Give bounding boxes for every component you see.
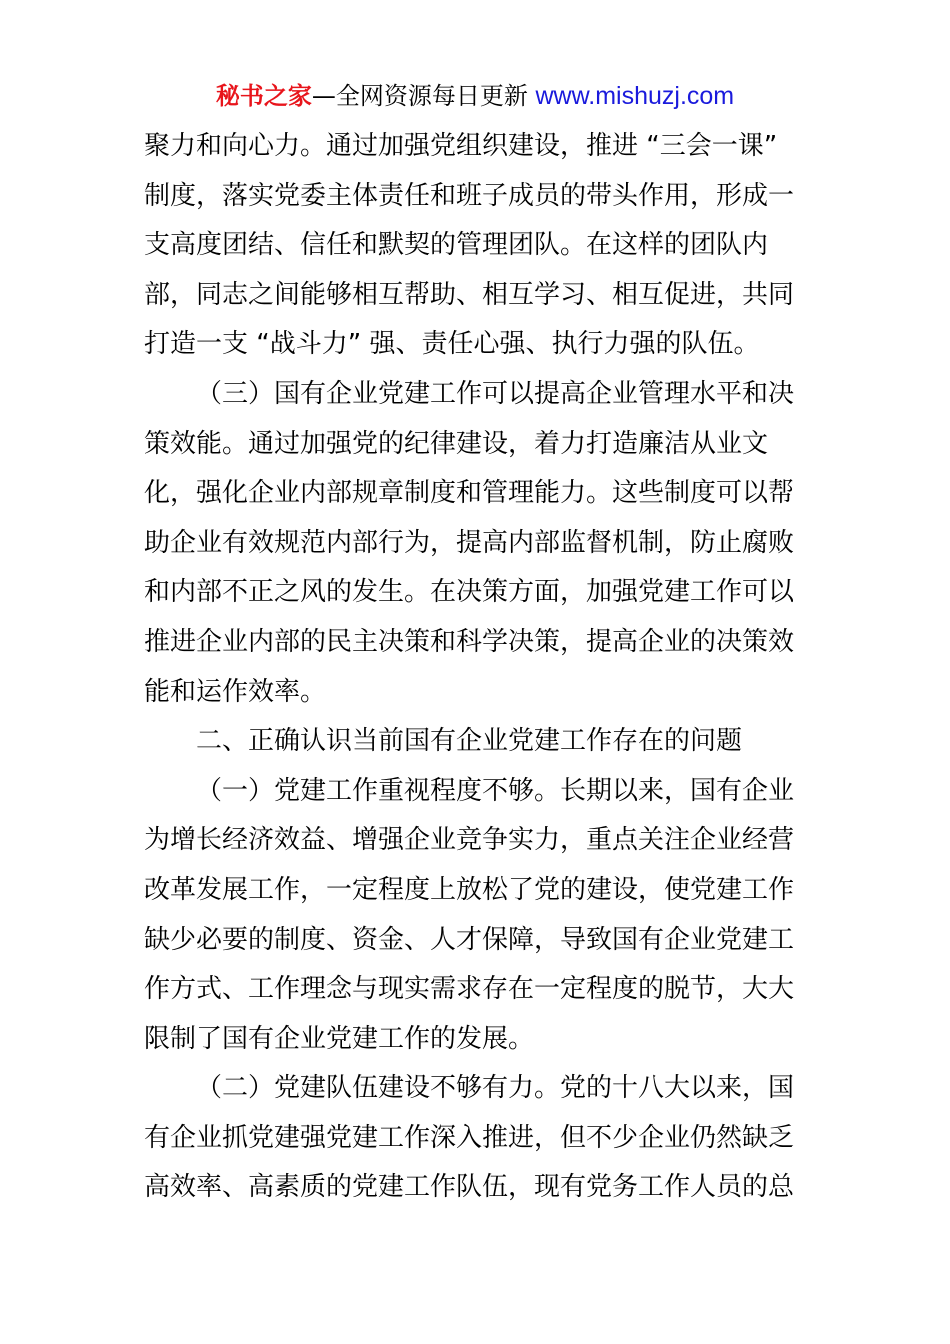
- text-line: 限制了国有企业党建工作的发展。: [144, 1023, 535, 1054]
- text-line: 作方式、工作理念与现实需求存在一定程度的脱节，大大: [144, 974, 795, 1005]
- text-line: 化，强化企业内部规章制度和管理能力。这些制度可以帮: [144, 478, 795, 509]
- paragraph-start-line: （二）党建队伍建设不够有力。党的十八大以来，国: [196, 1073, 795, 1104]
- text-line: 为增长经济效益、增强企业竞争实力，重点关注企业经营: [144, 825, 795, 856]
- section-heading: 二、正确认识当前国有企业党建工作存在的问题: [196, 726, 743, 757]
- text-line: 和内部不正之风的发生。在决策方面，加强党建工作可以: [144, 577, 795, 608]
- text-line: 制度，落实党委主体责任和班子成员的带头作用，形成一: [144, 180, 795, 211]
- site-tagline: —全网资源每日更新: [311, 82, 536, 110]
- text-line: 有企业抓党建强党建工作深入推进，但不少企业仍然缺乏: [144, 1122, 795, 1153]
- text-line: 推进企业内部的民主决策和科学决策，提高企业的决策效: [144, 626, 795, 657]
- text-line: 高效率、高素质的党建工作队伍，现有党务工作人员的总: [144, 1172, 795, 1203]
- paragraph-start-line: （三）国有企业党建工作可以提高企业管理水平和决: [196, 378, 795, 409]
- site-url-link[interactable]: www.mishuzj.com: [535, 82, 735, 110]
- site-header: [0, 80, 950, 112]
- text-line: 能和运作效率。: [144, 676, 327, 707]
- text-line: 缺少必要的制度、资金、人才保障，导致国有企业党建工: [144, 924, 795, 955]
- text-line: 支高度团结、信任和默契的管理团队。在这样的团队内: [144, 230, 769, 261]
- text-line: 助企业有效规范内部行为，提高内部监督机制，防止腐败: [144, 527, 795, 558]
- text-line: 策效能。通过加强党的纪律建设，着力打造廉洁从业文: [144, 428, 769, 459]
- text-line: 改革发展工作，一定程度上放松了党的建设，使党建工作: [144, 874, 795, 905]
- text-line: 聚力和向心力。通过加强党组织建设，推进 “三会一课”: [144, 131, 778, 161]
- document-body: [144, 122, 814, 1213]
- text-line: 部，同志之间能够相互帮助、相互学习、相互促进，共同: [144, 279, 795, 310]
- text-line: 打造一支 “战斗力” 强、责任心强、执行力强的队伍。: [144, 329, 760, 360]
- site-brand: 秘书之家: [215, 82, 312, 110]
- paragraph-start-line: （一）党建工作重视程度不够。长期以来，国有企业: [196, 775, 795, 806]
